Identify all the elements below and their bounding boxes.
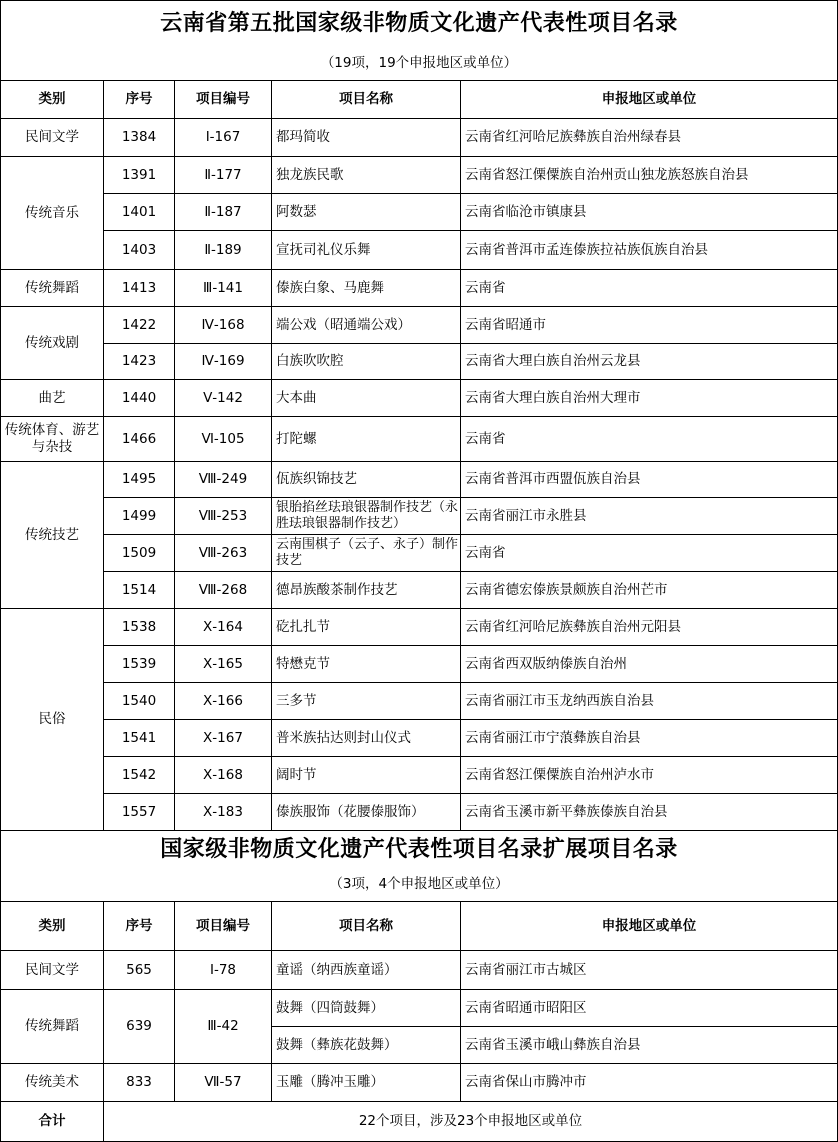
table-row [1, 231, 838, 270]
category-cell: 传统戏剧 [1, 307, 104, 380]
code-cell: Ⅹ-167 [175, 720, 272, 757]
category-cell: 曲艺 [1, 380, 104, 417]
category-cell: 传统美术 [1, 1064, 104, 1102]
code-cell: Ⅳ-168 [175, 307, 272, 344]
table1-title: 云南省第五批国家级非物质文化遗产代表性项目名录 [1, 1, 838, 47]
table1-subtitle: （19项，19个申报地区或单位） [1, 47, 838, 81]
name-cell: 都玛简收 [272, 119, 461, 157]
seq-cell: 1495 [104, 462, 175, 498]
seq-cell: 1557 [104, 794, 175, 831]
seq-cell: 1422 [104, 307, 175, 344]
name-cell: 鼓舞（彝族花鼓舞） [272, 1027, 461, 1064]
table-row [1, 462, 838, 498]
table2-title: 国家级非物质文化遗产代表性项目名录扩展项目名录 [1, 831, 838, 869]
header-region: 申报地区或单位 [461, 81, 838, 119]
table-row [1, 951, 838, 990]
name-cell: 打陀螺 [272, 417, 461, 462]
seq-cell: 639 [104, 990, 175, 1064]
subtitle-row [1, 869, 838, 902]
table-row [1, 794, 838, 831]
region-cell: 云南省西双版纳傣族自治州 [461, 646, 838, 683]
seq-cell: 1538 [104, 609, 175, 646]
seq-cell: 1541 [104, 720, 175, 757]
code-cell: Ⅳ-169 [175, 344, 272, 380]
code-cell: Ⅰ-78 [175, 951, 272, 990]
code-cell: Ⅷ-249 [175, 462, 272, 498]
name-cell: 德昂族酸茶制作技艺 [272, 572, 461, 609]
region-cell: 云南省昭通市 [461, 307, 838, 344]
category-cell: 民间文学 [1, 119, 104, 157]
seq-cell: 1499 [104, 498, 175, 535]
name-cell: 鼓舞（四筒鼓舞） [272, 990, 461, 1027]
code-cell: Ⅴ-142 [175, 380, 272, 417]
table-row [1, 990, 838, 1027]
table-row [1, 417, 838, 462]
table-row [1, 380, 838, 417]
seq-cell: 1466 [104, 417, 175, 462]
code-cell: Ⅹ-166 [175, 683, 272, 720]
name-cell: 银胎掐丝珐琅银器制作技艺（永胜珐琅银器制作技艺） [272, 498, 461, 535]
name-cell: 端公戏（昭通端公戏） [272, 307, 461, 344]
name-cell: 傣族服饰（花腰傣服饰） [272, 794, 461, 831]
region-cell: 云南省德宏傣族景颇族自治州芒市 [461, 572, 838, 609]
category-cell: 传统舞蹈 [1, 270, 104, 307]
code-cell: Ⅵ-105 [175, 417, 272, 462]
region-cell: 云南省玉溪市峨山彝族自治县 [461, 1027, 838, 1064]
name-cell: 童谣（纳西族童谣） [272, 951, 461, 990]
code-cell: Ⅰ-167 [175, 119, 272, 157]
code-cell: Ⅲ-141 [175, 270, 272, 307]
region-cell: 云南省临沧市镇康县 [461, 194, 838, 231]
table1-header-row [1, 81, 838, 119]
header-code: 项目编号 [175, 81, 272, 119]
header-name: 项目名称 [272, 902, 461, 951]
seq-cell: 1542 [104, 757, 175, 794]
name-cell: 玉雕（腾冲玉雕） [272, 1064, 461, 1102]
seq-cell: 833 [104, 1064, 175, 1102]
region-cell: 云南省大理白族自治州云龙县 [461, 344, 838, 380]
name-cell: 宣抚司礼仪乐舞 [272, 231, 461, 270]
region-cell: 云南省丽江市永胜县 [461, 498, 838, 535]
table-row [1, 609, 838, 646]
name-cell: 白族吹吹腔 [272, 344, 461, 380]
header-region: 申报地区或单位 [461, 902, 838, 951]
region-cell: 云南省怒江傈僳族自治州贡山独龙族怒族自治县 [461, 157, 838, 194]
header-code: 项目编号 [175, 902, 272, 951]
code-cell: Ⅲ-42 [175, 990, 272, 1064]
name-cell: 特懋克节 [272, 646, 461, 683]
table-row [1, 270, 838, 307]
seq-cell: 1391 [104, 157, 175, 194]
category-cell: 传统技艺 [1, 462, 104, 609]
region-cell: 云南省玉溪市新平彝族傣族自治县 [461, 794, 838, 831]
region-cell: 云南省丽江市玉龙纳西族自治县 [461, 683, 838, 720]
header-seq: 序号 [104, 902, 175, 951]
region-cell: 云南省丽江市古城区 [461, 951, 838, 990]
table-row [1, 307, 838, 344]
table2-subtitle: （3项，4个申报地区或单位） [1, 869, 838, 902]
title-row [1, 1, 838, 47]
region-cell: 云南省普洱市孟连傣族拉祜族佤族自治县 [461, 231, 838, 270]
table-row [1, 119, 838, 157]
region-cell: 云南省红河哈尼族彝族自治州元阳县 [461, 609, 838, 646]
table-row [1, 683, 838, 720]
seq-cell: 1514 [104, 572, 175, 609]
seq-cell: 1403 [104, 231, 175, 270]
code-cell: Ⅱ-189 [175, 231, 272, 270]
seq-cell: 1440 [104, 380, 175, 417]
table-row [1, 535, 838, 572]
name-cell: 云南围棋子（云子、永子）制作技艺 [272, 535, 461, 572]
total-text: 22个项目，涉及23个申报地区或单位 [104, 1102, 838, 1142]
region-cell: 云南省 [461, 270, 838, 307]
total-row [1, 1102, 838, 1142]
name-cell: 傣族白象、马鹿舞 [272, 270, 461, 307]
seq-cell: 565 [104, 951, 175, 990]
header-category: 类别 [1, 902, 104, 951]
seq-cell: 1384 [104, 119, 175, 157]
category-cell: 民俗 [1, 609, 104, 831]
code-cell: Ⅶ-57 [175, 1064, 272, 1102]
subtitle-row [1, 47, 838, 81]
header-seq: 序号 [104, 81, 175, 119]
region-cell: 云南省丽江市宁蒗彝族自治县 [461, 720, 838, 757]
region-cell: 云南省红河哈尼族彝族自治州绿春县 [461, 119, 838, 157]
code-cell: Ⅹ-164 [175, 609, 272, 646]
region-cell: 云南省保山市腾冲市 [461, 1064, 838, 1102]
region-cell: 云南省 [461, 535, 838, 572]
region-cell: 云南省普洱市西盟佤族自治县 [461, 462, 838, 498]
table-row [1, 646, 838, 683]
region-cell: 云南省大理白族自治州大理市 [461, 380, 838, 417]
table-row [1, 720, 838, 757]
code-cell: Ⅱ-187 [175, 194, 272, 231]
seq-cell: 1413 [104, 270, 175, 307]
region-cell: 云南省怒江傈僳族自治州泸水市 [461, 757, 838, 794]
title-row [1, 831, 838, 869]
table-row [1, 1064, 838, 1102]
code-cell: Ⅱ-177 [175, 157, 272, 194]
code-cell: Ⅷ-263 [175, 535, 272, 572]
name-cell: 三多节 [272, 683, 461, 720]
name-cell: 大本曲 [272, 380, 461, 417]
seq-cell: 1509 [104, 535, 175, 572]
header-name: 项目名称 [272, 81, 461, 119]
seq-cell: 1539 [104, 646, 175, 683]
name-cell: 矻扎扎节 [272, 609, 461, 646]
name-cell: 阿数瑟 [272, 194, 461, 231]
category-cell: 民间文学 [1, 951, 104, 990]
code-cell: Ⅷ-253 [175, 498, 272, 535]
code-cell: Ⅹ-165 [175, 646, 272, 683]
category-cell: 传统舞蹈 [1, 990, 104, 1064]
code-cell: Ⅹ-168 [175, 757, 272, 794]
region-cell: 云南省昭通市昭阳区 [461, 990, 838, 1027]
table-row [1, 157, 838, 194]
table-row [1, 498, 838, 535]
seq-cell: 1423 [104, 344, 175, 380]
table2-header-row [1, 902, 838, 951]
region-cell: 云南省 [461, 417, 838, 462]
table-row [1, 757, 838, 794]
table-row [1, 572, 838, 609]
header-category: 类别 [1, 81, 104, 119]
category-cell: 传统体育、游艺与杂技 [1, 417, 104, 462]
category-cell: 传统音乐 [1, 157, 104, 270]
seq-cell: 1401 [104, 194, 175, 231]
name-cell: 阔时节 [272, 757, 461, 794]
seq-cell: 1540 [104, 683, 175, 720]
code-cell: Ⅷ-268 [175, 572, 272, 609]
name-cell: 佤族织锦技艺 [272, 462, 461, 498]
code-cell: Ⅹ-183 [175, 794, 272, 831]
table-row [1, 344, 838, 380]
name-cell: 普米族拈达则封山仪式 [272, 720, 461, 757]
table-row [1, 194, 838, 231]
name-cell: 独龙族民歌 [272, 157, 461, 194]
total-label: 合计 [1, 1102, 104, 1142]
